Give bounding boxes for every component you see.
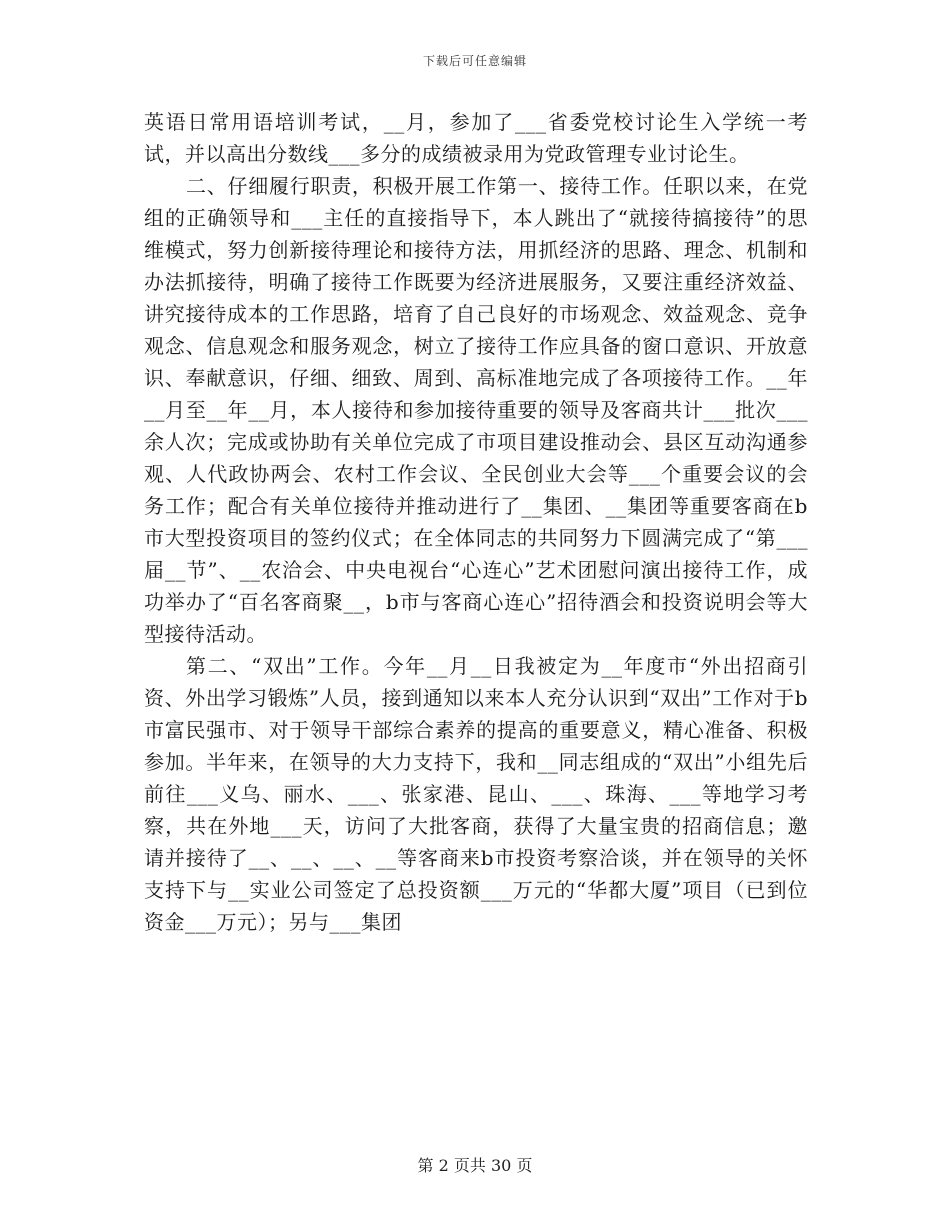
- paragraph-3: 第二、“双出”工作。今年__月__日我被定为__年度市“外出招商引资、外出学习锻炼”人员，接到通知以来本人充分认识到“双出”工作对于b市富民强市、对于领导干部综合素养的提高的重要意义，精心准备、积极参加。半年来，在领导的大力支持下，我和__同志组成的“双出”小组先后前往___义乌、丽水、___、张家港、昆山、___、珠海、___等地学习考察，共在外地___天，访问了大批客商，获得了大量宝贵的招商信息；邀请并接待了__、__、__、__等客商来b市投资考察洽谈，并在领导的关怀支持下与__实业公司签定了总投资额___万元的“华都大厦”项目（已到位资金___万元）；另与___集团: [144, 654, 808, 934]
- document-body: [144, 106, 808, 938]
- paragraph-1: 英语日常用语培训考试，__月，参加了___省委党校讨论生入学统一考试，并以高出分数线___多分的成绩被录用为党政管理专业讨论生。: [144, 110, 808, 166]
- paragraph-2: 二、仔细履行职责，积极开展工作第一、接待工作。任职以来，在党组的正确领导和___主任的直接指导下，本人跳出了“就接待搞接待”的思维模式，努力创新接待理论和接待方法，用抓经济的思路、理念、机制和办法抓接待，明确了接待工作既要为经济进展服务，又要注重经济效益、讲究接待成本的工作思路，培育了自己良好的市场观念、效益观念、竞争观念、信息观念和服务观念，树立了接待工作应具备的窗口意识、开放意识、奉献意识，仔细、细致、周到、高标准地完成了各项接待工作。__年__月至__年__月，本人接待和参加接待重要的领导及客商共计___批次___余人次；完成或协助有关单位完成了市项目建设推动会、县区互动沟通参观、人代政协两会、农村工作会议、全民创业大会等___个重要会议的会务工作；配合有关单位接待并推动进行了__集团、__集团等重要客商在b市大型投资项目的签约仪式；在全体同志的共同努力下圆满完成了“第___届__节”、__农洽会、中央电视台“心连心”艺术团慰问演出接待工作，成功举办了“百名客商聚__，b市与客商心连心”招待酒会和投资说明会等大型接待活动。: [144, 174, 808, 646]
- page-header: 下载后可任意编辑: [422, 54, 527, 68]
- page-number: 第 2 页共 30 页: [417, 1156, 533, 1175]
